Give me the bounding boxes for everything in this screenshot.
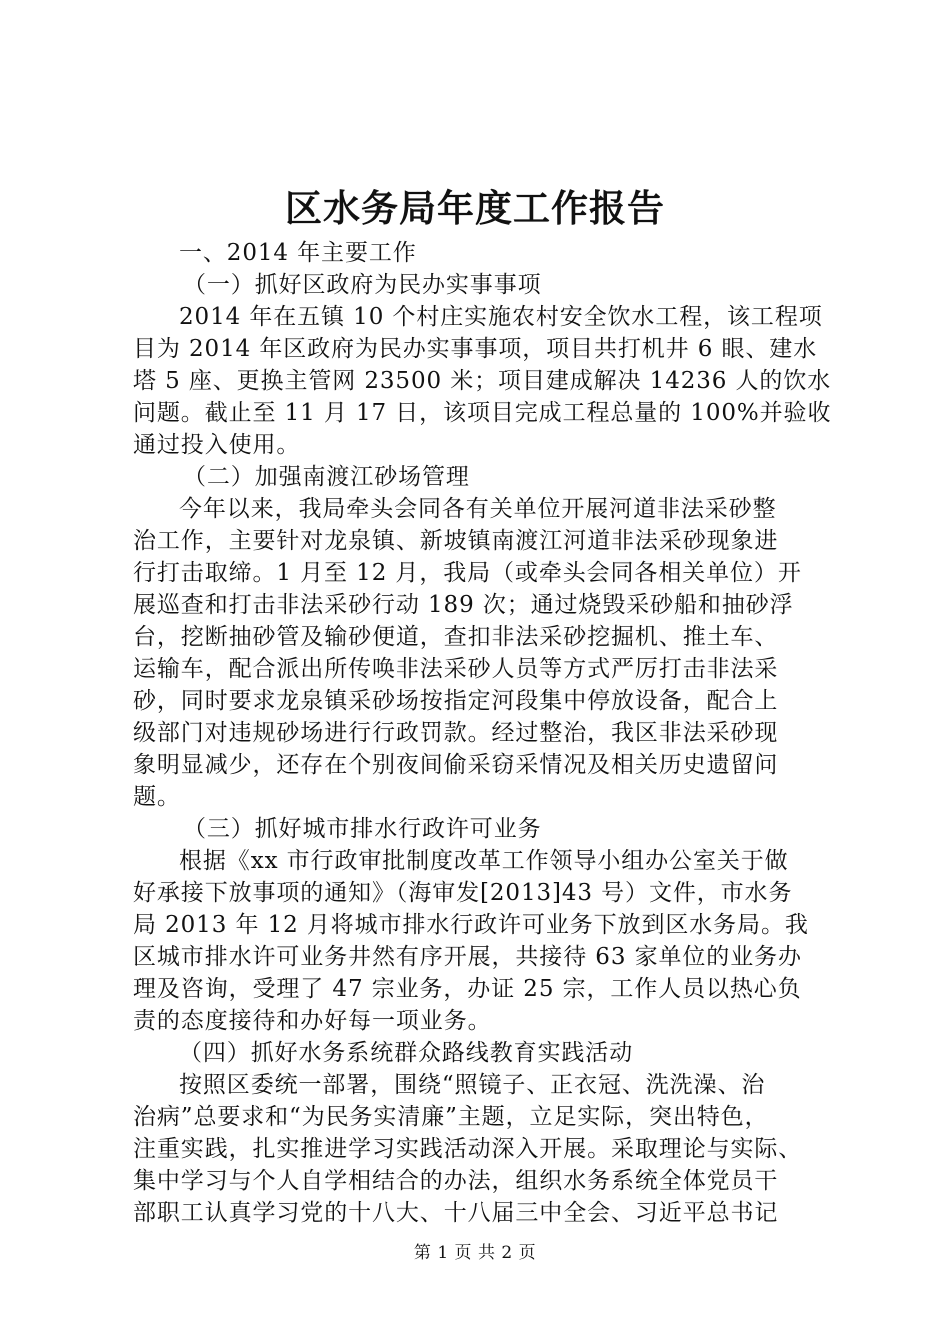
text-line: 治工作，主要针对龙泉镇、新坡镇南渡江河道非法采砂现象进 bbox=[133, 528, 779, 554]
text-line: 治病”总要求和“为民务实清廉”主题，立足实际，突出特色， bbox=[133, 1104, 769, 1130]
text-line: 注重实践，扎实推进学习实践活动深入开展。采取理论与实际、 bbox=[133, 1136, 803, 1162]
text-line: （一）抓好区政府为民办实事事项 bbox=[183, 272, 542, 298]
text-line: （三）抓好城市排水行政许可业务 bbox=[183, 816, 542, 842]
document-title: 区水务局年度工作报告 bbox=[285, 186, 665, 230]
text-line: 责的态度接待和办好每一项业务。 bbox=[133, 1008, 492, 1034]
text-line: 一、2014 年主要工作 bbox=[179, 240, 417, 266]
text-line: 展巡查和打击非法采砂行动 189 次；通过烧毁采砂船和抽砂浮 bbox=[133, 592, 794, 618]
text-line: 2014 年在五镇 10 个村庄实施农村安全饮水工程，该工程项 bbox=[179, 304, 823, 330]
text-line: 部职工认真学习党的十八大、十八届三中全会、习近平总书记 bbox=[133, 1200, 779, 1226]
text-line: 级部门对违规砂场进行行政罚款。经过整治，我区非法采砂现 bbox=[133, 720, 779, 746]
page-footer: 第 1 页 共 2 页 bbox=[413, 1243, 537, 1263]
text-line: 集中学习与个人自学相结合的办法，组织水务系统全体党员干 bbox=[133, 1168, 779, 1194]
text-line: 好承接下放事项的通知》（海审发[2013]43 号）文件，市水务 bbox=[133, 880, 793, 906]
text-line: 塔 5 座、更换主管网 23500 米；项目建成解决 14236 人的饮水 bbox=[133, 368, 832, 394]
text-line: 按照区委统一部署，围绕“照镜子、正衣冠、洗洗澡、治 bbox=[179, 1072, 766, 1098]
text-line: （四）抓好水务系统群众路线教育实践活动 bbox=[179, 1040, 634, 1066]
text-line: （二）加强南渡江砂场管理 bbox=[183, 464, 470, 490]
text-line: 通过投入使用。 bbox=[133, 432, 301, 458]
text-line: 局 2013 年 12 月将城市排水行政许可业务下放到区水务局。我 bbox=[133, 912, 809, 938]
text-line: 根据《xx 市行政审批制度改革工作领导小组办公室关于做 bbox=[179, 848, 789, 874]
text-line: 行打击取缔。1 月至 12 月，我局（或牵头会同各相关单位）开 bbox=[133, 560, 802, 586]
text-line: 理及咨询，受理了 47 宗业务，办证 25 宗，工作人员以热心负 bbox=[133, 976, 802, 1002]
text-line: 区城市排水许可业务井然有序开展，共接待 63 家单位的业务办 bbox=[133, 944, 802, 970]
document-body bbox=[133, 237, 832, 1229]
text-line: 象明显减少，还存在个别夜间偷采窃采情况及相关历史遗留问 bbox=[133, 752, 779, 778]
text-line: 今年以来，我局牵头会同各有关单位开展河道非法采砂整 bbox=[179, 496, 777, 522]
text-line: 砂，同时要求龙泉镇采砂场按指定河段集中停放设备，配合上 bbox=[133, 688, 779, 714]
text-line: 台，挖断抽砂管及输砂便道，查扣非法采砂挖掘机、推土车、 bbox=[133, 624, 779, 650]
text-line: 目为 2014 年区政府为民办实事事项，项目共打机井 6 眼、建水 bbox=[133, 336, 818, 362]
text-line: 问题。截止至 11 月 17 日，该项目完成工程总量的 100%并验收 bbox=[133, 400, 832, 426]
text-line: 运输车，配合派出所传唤非法采砂人员等方式严厉打击非法采 bbox=[133, 656, 779, 682]
text-line: 题。 bbox=[133, 784, 181, 810]
